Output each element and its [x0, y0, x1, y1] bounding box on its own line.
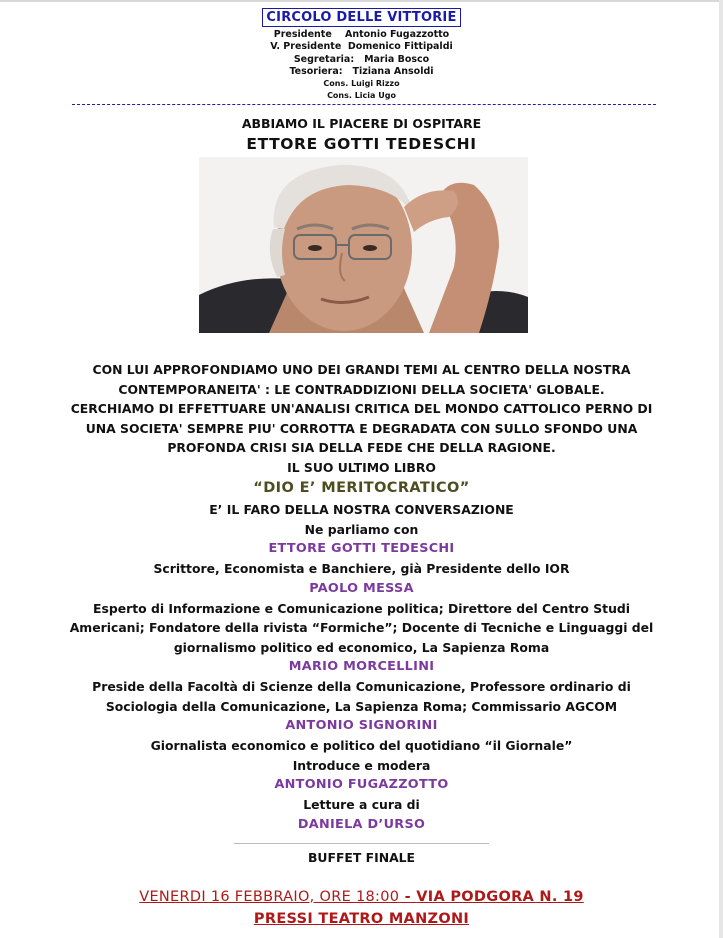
speaker-desc: Preside della Facoltà di Scienze della Comunicazione, Professore ordinario di	[92, 679, 631, 694]
event-venue: PRESSI TEATRO MANZONI	[253, 911, 470, 927]
top-border	[0, 0, 723, 2]
councillor-1: Cons. Luigi Rizzo	[323, 79, 400, 89]
speaker-desc: Giornalista economico e politico del quotidiano “il Giornale”	[150, 738, 573, 753]
officer-treasurer: Tesoriera: Tiziana Ansoldi	[289, 65, 434, 77]
header-divider	[72, 104, 656, 105]
speakers-intro: Ne parliamo con	[304, 521, 419, 537]
speaker-desc: Sociologia della Comunicazione, La Sapienza Roma; Commissario AGCOM	[105, 698, 618, 714]
summary-line-4: UNA SOCIETA' SEMPRE PIU' CORROTTA E DEGRADATA CON SULLO SFONDO UNA	[85, 420, 638, 436]
book-intro: IL SUO ULTIMO LIBRO	[287, 459, 436, 475]
summary-line-5: PROFONDA CRISI SIA DELLA FEDE CHE DELLA RAGIONE.	[167, 440, 556, 455]
speaker-name: ETTORE GOTTI TEDESCHI	[268, 541, 455, 556]
event-address: VIA PODGORA N. 19	[416, 889, 584, 905]
speaker-desc: Americani; Fondatore della rivista “Formiche”; Docente di Tecniche e Linguaggi del	[69, 620, 654, 635]
officer-secretary: Segretaria: Maria Bosco	[293, 53, 430, 65]
event-body	[20, 360, 703, 867]
summary-line-1: CON LUI APPROFONDIAMO UNO DEI GRANDI TEMI AL CENTRO DELLA NOSTRA	[92, 362, 631, 377]
reader-name: DANIELA D’URSO	[297, 816, 426, 832]
speaker-name: ANTONIO SIGNORINI	[285, 718, 438, 733]
book-note: E’ IL FARO DELLA NOSTRA CONVERSAZIONE	[209, 502, 514, 517]
guest-photo	[199, 157, 528, 333]
councillor-2: Cons. Licia Ugo	[327, 90, 396, 100]
officer-vice-president: V. Presidente Domenico Fittipaldi	[270, 41, 453, 53]
speaker-desc: giornalismo politico ed economico, La Sapienza Roma	[173, 639, 550, 655]
guest-title: ETTORE GOTTI TEDESCHI	[246, 135, 477, 153]
readings-intro: Letture a cura di	[303, 797, 420, 812]
summary-line-2: CONTEMPORANEITA' : LE CONTRADDIZIONI DELLA SOCIETA' GLOBALE.	[118, 381, 605, 397]
intro-line: ABBIAMO IL PIACERE DI OSPITARE	[241, 116, 482, 131]
club-name: CIRCOLO DELLE VITTORIE	[262, 8, 460, 27]
moderator-intro: Introduce e modera	[292, 757, 431, 773]
speaker-desc: Scrittore, Economista e Banchiere, già Presidente dello IOR	[153, 561, 570, 576]
speaker-desc: Esperto di Informazione e Comunicazione politica; Direttore del Centro Studi	[92, 600, 631, 616]
speaker-name: PAOLO MESSA	[309, 580, 414, 596]
event-date: VENERDI 16 FEBBRAIO, ORE 18:00	[139, 889, 400, 905]
moderator-name: ANTONIO FUGAZZOTTO	[274, 777, 449, 792]
officer-president: Presidente Antonio Fugazzotto	[273, 29, 450, 40]
event-datetime-line	[0, 886, 723, 908]
buffet-divider	[234, 843, 489, 844]
buffet-label: BUFFET FINALE	[307, 849, 416, 865]
event-footer	[0, 886, 723, 930]
footer-separator: -	[399, 889, 417, 905]
club-header	[0, 6, 723, 101]
speaker-name: MARIO MORCELLINI	[288, 659, 435, 674]
summary-line-3: CERCHIAMO DI EFFETTUARE UN'ANALISI CRITICA DEL MONDO CATTOLICO PERNO DI	[70, 401, 653, 416]
book-title: “DIO E’ MERITOCRATICO”	[253, 480, 470, 496]
